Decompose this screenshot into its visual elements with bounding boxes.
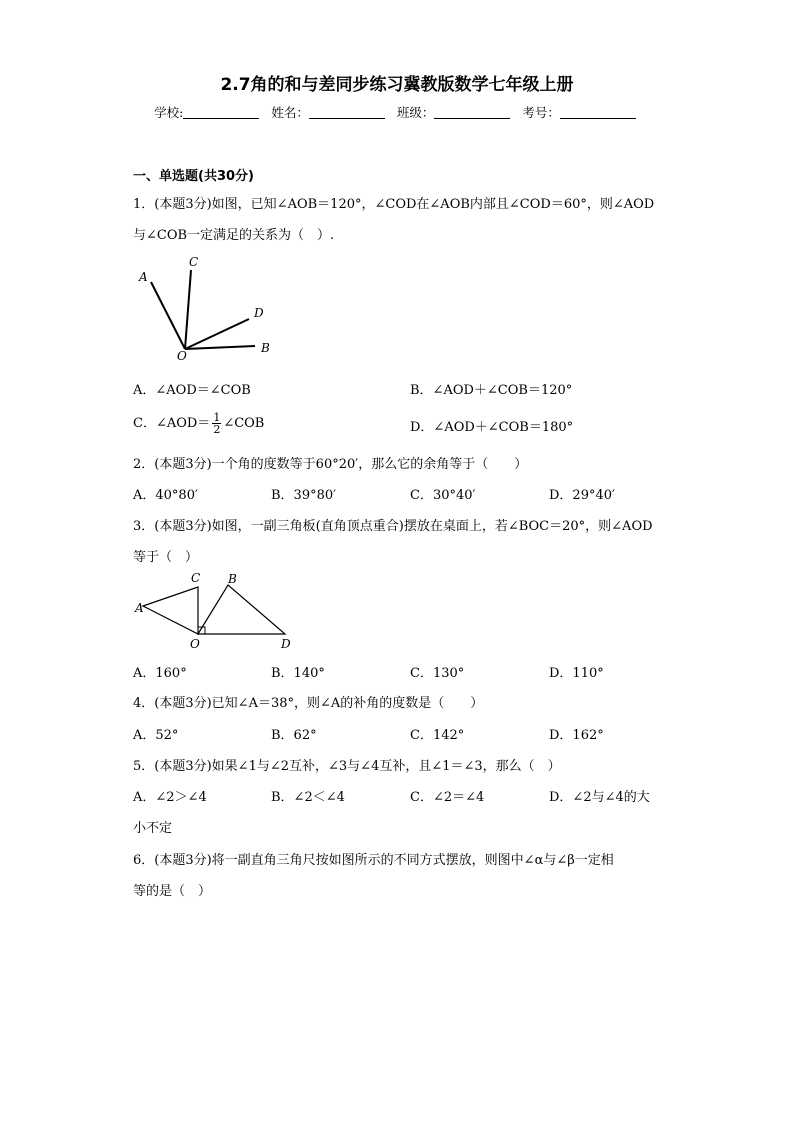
q5-stem: 5．(本题3分)如果∠1与∠2互补，∠3与∠4互补，且∠1＝∠3，那么（ ） <box>133 759 561 774</box>
q3-option-d[interactable]: D．110° <box>549 666 604 681</box>
q5-option-c[interactable]: C．∠2＝∠4 <box>410 790 485 805</box>
q3-triangle-bod <box>198 585 285 634</box>
class-field <box>397 103 515 121</box>
student-info-row <box>0 103 794 121</box>
exam-number-blank[interactable] <box>560 118 636 119</box>
q1-option-c-numerator: 1 <box>213 411 221 424</box>
q4-option-a[interactable]: A．52° <box>133 728 179 743</box>
q1-stem-line2: 与∠COB一定满足的关系为（ ）. <box>133 228 335 243</box>
q1-label-c: C <box>189 255 199 269</box>
q3-label-d: D <box>281 637 291 651</box>
q1-label-d: D <box>254 306 264 320</box>
q5-option-b[interactable]: B．∠2＜∠4 <box>271 790 345 805</box>
q1-option-c[interactable] <box>133 412 264 435</box>
school-blank[interactable] <box>183 118 259 119</box>
q3-stem-line2: 等于（ ） <box>133 550 199 565</box>
q3-triangle-aoc <box>143 587 198 634</box>
q1-option-a[interactable]: A．∠AOD＝∠COB <box>133 383 251 398</box>
q6-stem-line1: 6．(本题3分)将一副直角三角尺按如图所示的不同方式摆放，则图中∠α与∠β一定相 <box>133 853 614 868</box>
q2-option-c[interactable]: C．30°40′ <box>410 488 476 503</box>
q1-ray-od <box>185 319 249 349</box>
q1-option-c-prefix: C．∠AOD＝ <box>133 416 211 431</box>
q5-option-d-wrap: 小不定 <box>133 821 173 836</box>
q3-option-a[interactable]: A．160° <box>133 666 187 681</box>
q5-option-a[interactable]: A．∠2＞∠4 <box>133 790 207 805</box>
name-label: 姓名： <box>271 105 309 120</box>
q4-option-b[interactable]: B．62° <box>271 728 317 743</box>
name-blank[interactable] <box>309 118 385 119</box>
name-field <box>271 103 389 121</box>
q2-option-b[interactable]: B．39°80′ <box>271 488 337 503</box>
q1-option-c-denominator: 2 <box>213 423 221 436</box>
q2-stem: 2．(本题3分)一个角的度数等于60°20′，那么它的余角等于（ ） <box>133 457 528 472</box>
q1-stem-line1: 1．(本题3分)如图，已知∠AOB＝120°，∠COD在∠AOB内部且∠COD＝60°，则∠AOD <box>133 197 655 212</box>
q3-label-b: B <box>228 572 237 586</box>
q3-label-o: O <box>190 637 200 651</box>
q3-option-c[interactable]: C．130° <box>410 666 465 681</box>
q4-option-c[interactable]: C．142° <box>410 728 465 743</box>
q1-label-a: A <box>139 270 148 284</box>
school-field <box>154 103 263 121</box>
page-title: 2.7角的和与差同步练习冀教版数学七年级上册 <box>220 75 574 95</box>
q1-option-c-fraction <box>212 412 221 435</box>
q4-option-d[interactable]: D．162° <box>549 728 604 743</box>
q2-option-d[interactable]: D．29°40′ <box>549 488 615 503</box>
q1-figure <box>133 252 283 364</box>
q1-ray-oc <box>185 270 191 349</box>
q3-figure <box>133 568 303 654</box>
q3-stem-line1: 3．(本题3分)如图，一副三角板(直角顶点重合)摆放在桌面上，若∠BOC＝20°，则∠AOD <box>133 519 653 534</box>
q1-option-c-suffix: ∠COB <box>223 416 265 431</box>
school-label: 学校: <box>154 105 184 120</box>
q2-option-a[interactable]: A．40°80′ <box>133 488 198 503</box>
class-blank[interactable] <box>434 118 510 119</box>
q4-stem: 4．(本题3分)已知∠A＝38°，则∠A的补角的度数是（ ） <box>133 696 484 711</box>
q3-label-a: A <box>135 601 144 615</box>
q1-option-d[interactable]: D．∠AOD＋∠COB＝180° <box>410 420 574 435</box>
q6-stem-line2: 等的是（ ） <box>133 884 212 899</box>
exam-number-label: 考号： <box>522 105 560 120</box>
class-label: 班级： <box>396 105 435 120</box>
q1-option-b[interactable]: B．∠AOD＋∠COB＝120° <box>410 383 573 398</box>
q1-ray-oa <box>151 282 185 349</box>
exam-number-field <box>522 103 640 121</box>
q3-label-c: C <box>191 571 201 585</box>
section-title: 一、单选题(共30分) <box>133 169 254 184</box>
q1-label-o: O <box>177 349 187 363</box>
q1-label-b: B <box>261 341 270 355</box>
q5-option-d[interactable]: D．∠2与∠4的大 <box>549 790 650 805</box>
q3-option-b[interactable]: B．140° <box>271 666 325 681</box>
q1-ray-ob <box>185 346 255 349</box>
